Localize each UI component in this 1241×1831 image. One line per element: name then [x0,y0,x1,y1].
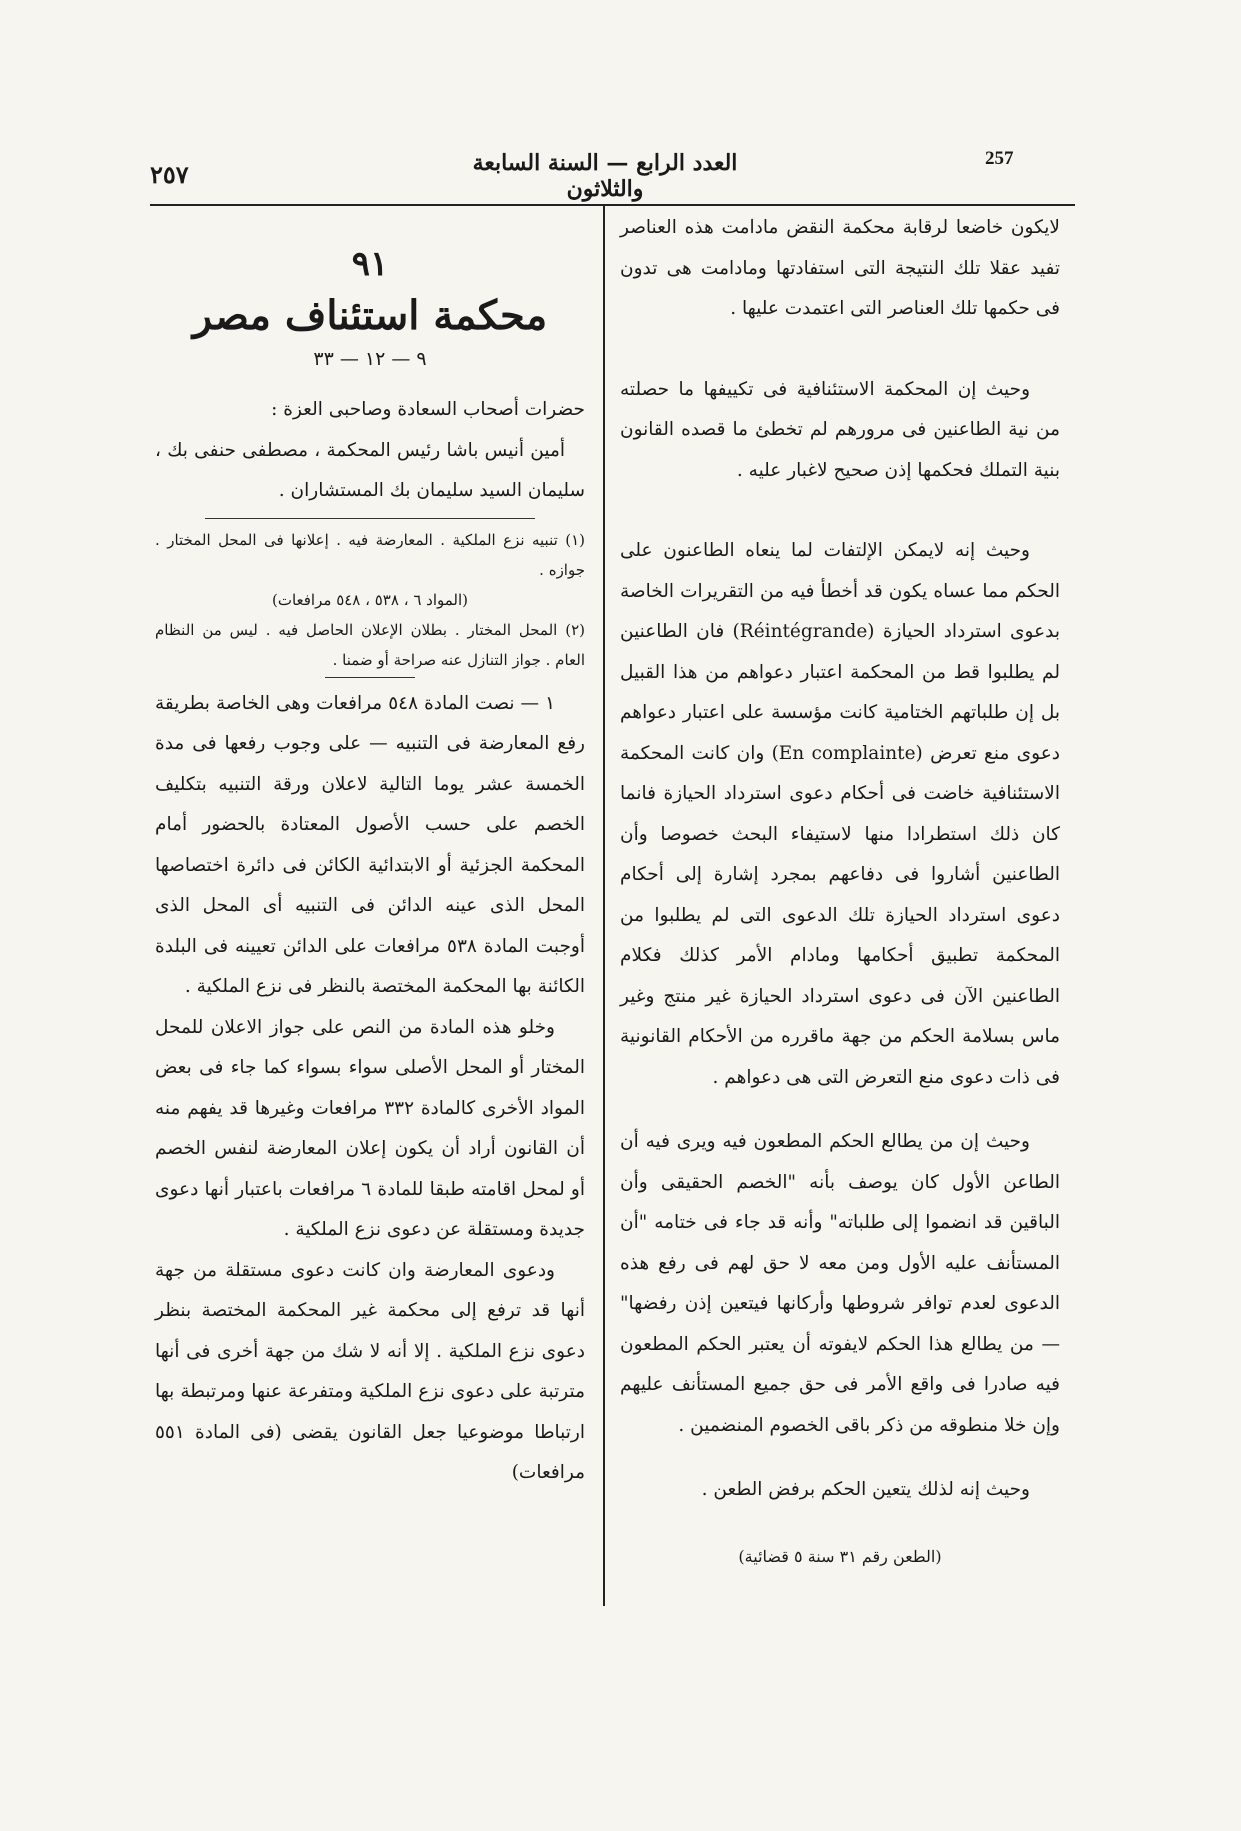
paragraph: وحيث إنه لذلك يتعين الحكم برفض الطعن . [701,1479,1030,1500]
left-column [155,206,585,1494]
running-header-title: العدد الرابع — السنة السابعة والثلاثون [472,150,738,202]
section-rule [205,518,535,519]
headnote-refs: (المواد ٦ ، ٥٣٨ ، ٥٤٨ مرافعات) [271,590,469,609]
page-number-arabic: ٢٥٧ [150,160,189,189]
paragraph: وحيث إن المحكمة الاستئنافية فى تكييفها ما حصلته من نية الطاعنين فى مرورهم لم تخطئ ما قصده القانون بنية التملك فحكمها إذن صحيح لاغبار عليه . [620,378,1060,481]
page-number-latin: 257 [985,148,1014,169]
case-source: (الطعن رقم ٣١ سنة ٥ قضائية) [738,1546,942,1566]
court-name: محكمة استئناف مصر [192,292,548,339]
headnotes [155,525,585,675]
judges-intro: حضرات أصحاب السعادة وصاحبى العزة : [271,399,585,420]
paragraph: ١ — نصت المادة ٥٤٨ مرافعات وهى الخاصة بطريقة رفع المعارضة فى التنبيه — على وجوب رفعها فى مدة الخمسة عشر يوما التالية لاعلان ورقة التنبيه بتكليف الخصم على حسب الأصول المعتادة بالحضور أمام المحكمة الجزئية أو الابتدائية الكائن فى دائرة اختصاصها المحل الذى عينه الدائن فى التنبيه أى المحل الذى أوجبت المادة ٥٣٨ مرافعات على الدائن تعيينه فى البلدة الكائنة بها المحكمة المختصة بالنظر فى نزع الملكية . [155,692,585,997]
case-date: ٩ — ١٢ — ٣٣ [313,348,427,370]
paragraph: وحيث إنه لايمكن الإلتفات لما ينعاه الطاعنون على الحكم مما عساه يكون قد أخطأ فيه من التقريرات الخاصة بدعوى استرداد الحيازة (Réintégrande) فان الطاعنين لم يطلبوا قط من المحكمة اعتبار دعواهم من هذا القبيل بل إن طلباتهم الختامية كانت مؤسسة على اعتبار دعواهم دعوى منع تعرض (En complainte) وان كانت المحكمة الاستئنافية خاضت فى أحكام دعوى استرداد الحيازة فانما كان ذلك استطرادا منها لاستيفاء البحث خصوصا وأن الطاعنين أشاروا فى دفاعهم بمجرد إشارة إلى أحكام دعوى استرداد الحيازة تلك الدعوى التى لم يطلبوا من المحكمة تطبيق أحكامها ومادام الأمر كذلك فكلام الطاعنين الآن فى دعوى استرداد الحيازة غير منتج وغير ماس بسلامة الحكم من جهة ماقرره من الأحكام القانونية فى ذات دعوى منع التعرض التى هى دعواهم . [620,540,1060,1088]
judges-block [155,390,585,512]
section-rule [325,677,415,678]
paragraph: وحيث إن من يطالع الحكم المطعون فيه ويرى فيه أن الطاعن الأول كان يوصف بأنه "الخصم الحقيقى وأن الباقين قد انضموا إلى طلباته" وأنه قد جاء فى ختامه "أن المستأنف عليه الأول ومن معه لا حق لهم فى رفع هذه الدعوى لعدم توافر شروطها وأركانها فيتعين إذن رفضها" — من يطالع هذا الحكم لايفوته أن يعتبر الحكم المطعون فيه صادرا فى واقع الأمر فى حق جميع المستأنف عليهم وإن خلا منطوقه من ذكر باقى الخصوم المنضمين . [620,1131,1060,1436]
headnote: (١) تنبيه نزع الملكية . المعارضة فيه . إعلانها فى المحل المختار . جوازه . [155,530,585,579]
headnote: (٢) المحل المختار . بطلان الإعلان الحاصل فيه . ليس من النظام العام . جواز التنازل عنه صراحة أو ضمنا . [155,620,585,669]
case-number: ٩١ [351,244,389,284]
paragraph: وخلو هذه المادة من النص على جواز الاعلان للمحل المختار أو المحل الأصلى سواء بسواء كما جاء فى بعض المواد الأخرى كالمادة ٣٣٢ مرافعات وغيرها قد يفهم منه أن القانون أراد أن يكون إعلان المعارضة لنفس الخصم أو لمحل اقامته طبقا للمادة ٦ مرافعات باعتبار أنها دعوى جديدة ومستقلة عن دعوى نزع الملكية . [155,1016,585,1240]
judges-names: أمين أنيس باشا رئيس المحكمة ، مصطفى حنفى بك ، سليمان السيد سليمان بك المستشاران . [155,439,585,501]
paragraph: لايكون خاضعا لرقابة محكمة النقض مادامت هذه العناصر تفيد عقلا تلك النتيجة التى استفادتها ومادامت هى تدون فى حكمها تلك العناصر التى اعتمدت عليها . [620,217,1060,319]
column-divider [603,206,605,1606]
paragraph: ودعوى المعارضة وان كانت دعوى مستقلة من جهة أنها قد ترفع إلى محكمة غير المحكمة المختصة بنظر دعوى نزع الملكية . إلا أنه لا شك من جهة أخرى فى أنها مترتبة على دعوى نزع الملكية ومتفرعة عنها ومرتبطة بها ارتباطا موضوعيا جعل القانون يقضى (فى المادة ٥٥١ مرافعات) [155,1259,585,1483]
right-column [620,206,1060,1577]
